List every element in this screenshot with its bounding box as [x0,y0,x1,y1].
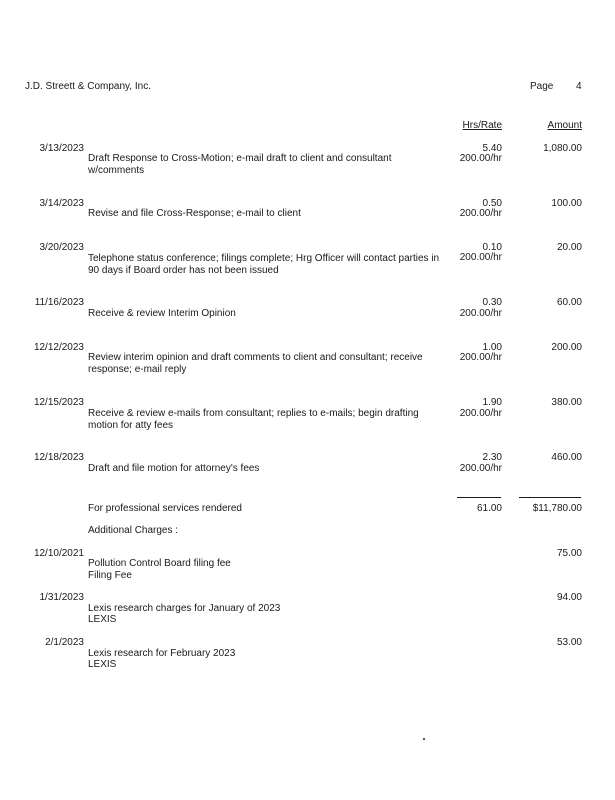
charge-description: Lexis research for February 2023 [88,648,236,659]
total-amount: $11,780.00 [532,503,582,514]
entry-amount: 100.00 [551,198,582,209]
entry-hours: 0.10 [482,242,502,253]
entry-hours: 1.90 [482,397,502,408]
charge-description: Pollution Control Board filing fee [88,558,231,569]
charge-date: 1/31/2023 [39,592,84,603]
entry-hours: 0.50 [482,198,502,209]
entry-description: Draft Response to Cross-Motion; e-mail draft to client and consultant w/comments [88,153,392,176]
entry-description: Draft and file motion for attorney's fees [88,463,260,474]
entry-date: 12/15/2023 [33,397,84,408]
entry-hours: 2.30 [482,452,502,463]
charge-date: 2/1/2023 [45,637,84,648]
scan-speck [423,738,425,740]
entry-hours: 5.40 [482,143,502,154]
entry-rate: 200.00/hr [459,352,502,363]
entry-rate: 200.00/hr [459,408,502,419]
total-hours: 61.00 [476,503,502,514]
charge-type: LEXIS [88,659,117,670]
charge-type: LEXIS [88,614,117,625]
charge-amount: 75.00 [556,548,582,559]
entry-date: 12/12/2023 [33,342,84,353]
entry-hours: 1.00 [482,342,502,353]
entry-rate: 200.00/hr [459,208,502,219]
column-header-hrs-rate: Hrs/Rate [462,120,502,131]
page-label: Page [530,81,554,92]
entry-amount: 200.00 [551,342,582,353]
entry-date: 3/20/2023 [39,242,84,253]
total-hours-rule [457,497,501,498]
entry-date: 11/16/2023 [34,297,84,308]
entry-rate: 200.00/hr [459,463,502,474]
entry-date: 3/13/2023 [39,143,84,154]
entry-description: Revise and file Cross-Response; e-mail to client [88,208,301,219]
entry-amount: 20.00 [556,242,582,253]
entry-hours: 0.30 [482,297,502,308]
entry-description: Review interim opinion and draft comments to client and consultant; receive response; e-mail reply [88,352,423,375]
entry-description: Telephone status conference; filings complete; Hrg Officer will contact parties in 90 days if Board order has not been issued [88,253,440,276]
entry-amount: 60.00 [556,297,582,308]
entry-rate: 200.00/hr [459,252,502,263]
page-number: 4 [576,81,582,92]
entry-date: 12/18/2023 [33,452,84,463]
total-label: For professional services rendered [88,503,242,514]
additional-charges-heading: Additional Charges : [88,525,179,536]
charge-date: 12/10/2021 [33,548,84,559]
entry-rate: 200.00/hr [459,153,502,164]
entry-description: Receive & review e-mails from consultant; replies to e-mails; begin drafting motion for atty fees [88,408,419,431]
charge-type: Filing Fee [88,570,132,581]
entry-date: 3/14/2023 [39,198,84,209]
entry-amount: 460.00 [551,452,582,463]
entry-rate: 200.00/hr [459,308,502,319]
firm-name: J.D. Streett & Company, Inc. [25,81,151,92]
charge-amount: 94.00 [556,592,582,603]
charge-amount: 53.00 [556,637,582,648]
charge-description: Lexis research charges for January of 2023 [88,603,281,614]
column-header-amount: Amount [547,120,582,131]
entry-amount: 380.00 [551,397,582,408]
entry-description: Receive & review Interim Opinion [88,308,236,319]
total-amount-rule [519,497,581,498]
entry-amount: 1,080.00 [543,143,582,154]
